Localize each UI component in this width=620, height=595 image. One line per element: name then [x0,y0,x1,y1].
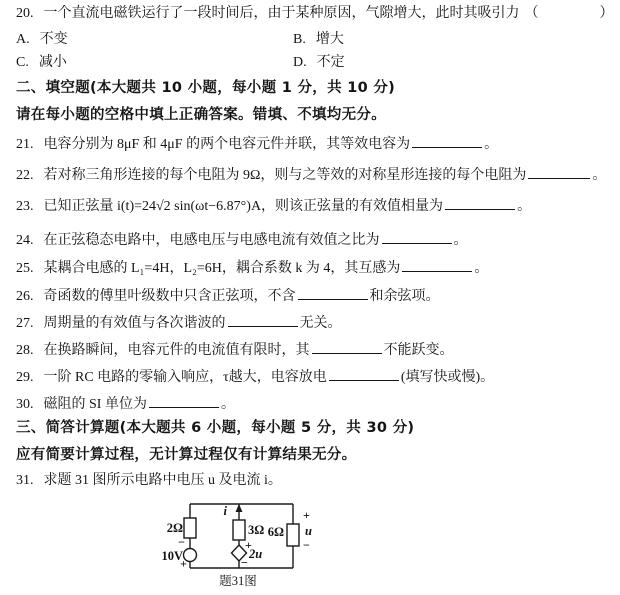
resistor-3ohm [233,520,245,540]
options-row-2 [16,54,345,72]
dependent-source-plus-sign: + [245,538,252,552]
question-number: 27. [16,316,34,331]
answer-blank [149,393,219,408]
options-row-1 [16,31,344,49]
question-text-post: 。 [220,397,235,412]
question-25 [16,257,488,278]
source-10v-label: 10V [161,549,183,563]
resistor-2ohm [184,518,196,538]
question-text-post: 。 [592,168,607,183]
question-23 [16,195,531,216]
source-plus-sign: + [180,556,187,571]
option-label: A. [16,32,30,47]
question-26 [16,285,440,306]
answer-bracket: （ ） [524,6,615,21]
question-text: 磁阻的 SI 单位为 [43,397,147,412]
question-text: 在换路瞬间，电容元件的电流值有限时，其 [43,343,310,358]
voltage-u-minus-sign: − [303,538,310,552]
option-label: D. [293,55,307,70]
answer-blank [402,257,472,272]
resistor-3ohm-label: 3Ω [248,523,265,537]
question-number: 30. [16,397,34,412]
question-text-post: 不能跃变。 [383,343,454,358]
answer-blank [382,229,452,244]
question-text: 电容分别为 8μF 和 4μF 的两个电容元件并联，其等效电容为 [43,137,411,152]
question-text-post: 。 [453,233,468,248]
answer-blank [312,339,382,354]
answer-blank [412,133,482,148]
question-number: 22. [16,168,34,183]
section-2-instruction: 请在每小题的空格中填上正确答案。错填、不填均无分。 [16,107,386,123]
answer-blank [298,285,368,300]
option-b [293,31,344,49]
resistor-2ohm-label: 2Ω [166,521,183,535]
option-label: B. [293,32,306,47]
question-number: 20. [16,6,34,21]
question-28 [16,339,454,360]
question-text: 求题 31 图所示电路中电压 u 及电流 i。 [43,473,282,488]
section-3-heading: 三、简答计算题(本大题共 6 小题，每小题 5 分，共 30 分) [16,420,415,436]
answer-blank [528,164,590,179]
question-30 [16,393,235,414]
answer-blank [445,195,515,210]
section-3-instruction: 应有简要计算过程，无计算过程仅有计算结果无分。 [16,447,357,463]
question-text: 一个直流电磁铁运行了一段时间后，由于某种原因，气隙增大，此时其吸引力 [43,6,520,21]
question-text: 若对称三角形连接的每个电阻为 9Ω，则与之等效的对称星形连接的每个电阻为 [43,168,527,183]
question-number: 28. [16,343,34,358]
option-text: 不定 [316,55,345,70]
answer-blank [228,312,298,327]
question-text: 周期量的有效值与各次谐波的 [43,316,226,331]
question-29 [16,366,494,387]
question-number: 21. [16,137,34,152]
option-text: 不变 [39,32,68,47]
option-text: 增大 [315,32,344,47]
question-text: 奇函数的傅里叶级数中只含正弦项，不含 [43,289,296,304]
question-number: 29. [16,370,34,385]
question-text: 在正弦稳态电路中，电感电压与电感电流有效值之比为 [43,233,380,248]
question-text: 一阶 RC 电路的零输入响应，τ越大，电容放电 [43,370,327,385]
question-22 [16,164,606,185]
source-minus-sign: − [178,535,185,549]
question-24 [16,229,468,250]
question-number: 31. [16,473,34,488]
question-27 [16,312,342,333]
question-text: 已知正弦量 i(t)=24√2 sin(ωt−6.87°)A，则该正弦量的有效值相量为 [43,199,444,214]
answer-blank [329,366,399,381]
option-c [16,55,67,70]
question-number: 25. [16,261,34,276]
question-text-post: 无关。 [299,316,342,331]
question-text-post: 和余弦项。 [369,289,440,304]
resistor-6ohm-label: 6Ω [267,525,284,539]
question-text-post: 。 [517,199,532,214]
option-label: C. [16,55,29,70]
option-d [293,54,345,72]
voltage-u-label: u [305,524,312,538]
question-text-post: (填写快或慢)。 [400,370,495,385]
option-a [16,32,68,47]
option-text: 减小 [38,55,67,70]
circuit-caption: 题31图 [219,574,257,588]
question-text: 某耦合电感的 L₁=4H，L₂=6H，耦合系数 k 为 4，其互感为 [43,261,401,276]
question-20 [16,5,615,23]
circuit-diagram [140,490,375,595]
question-21 [16,133,498,154]
question-text-post: 。 [474,261,489,276]
dependent-source-label: 2u [249,547,263,561]
question-31 [16,472,282,490]
resistor-6ohm [287,524,299,546]
current-arrow-i [236,504,243,512]
section-2-heading: 二、填空题(本大题共 10 小题，每小题 1 分，共 10 分) [16,80,396,96]
question-number: 26. [16,289,34,304]
voltage-u-plus-sign: + [303,508,310,522]
question-number: 24. [16,233,34,248]
question-number: 23. [16,199,34,214]
question-text-post: 。 [484,137,499,152]
dependent-source-minus-sign: − [241,555,248,570]
current-i-label: i [223,504,227,518]
